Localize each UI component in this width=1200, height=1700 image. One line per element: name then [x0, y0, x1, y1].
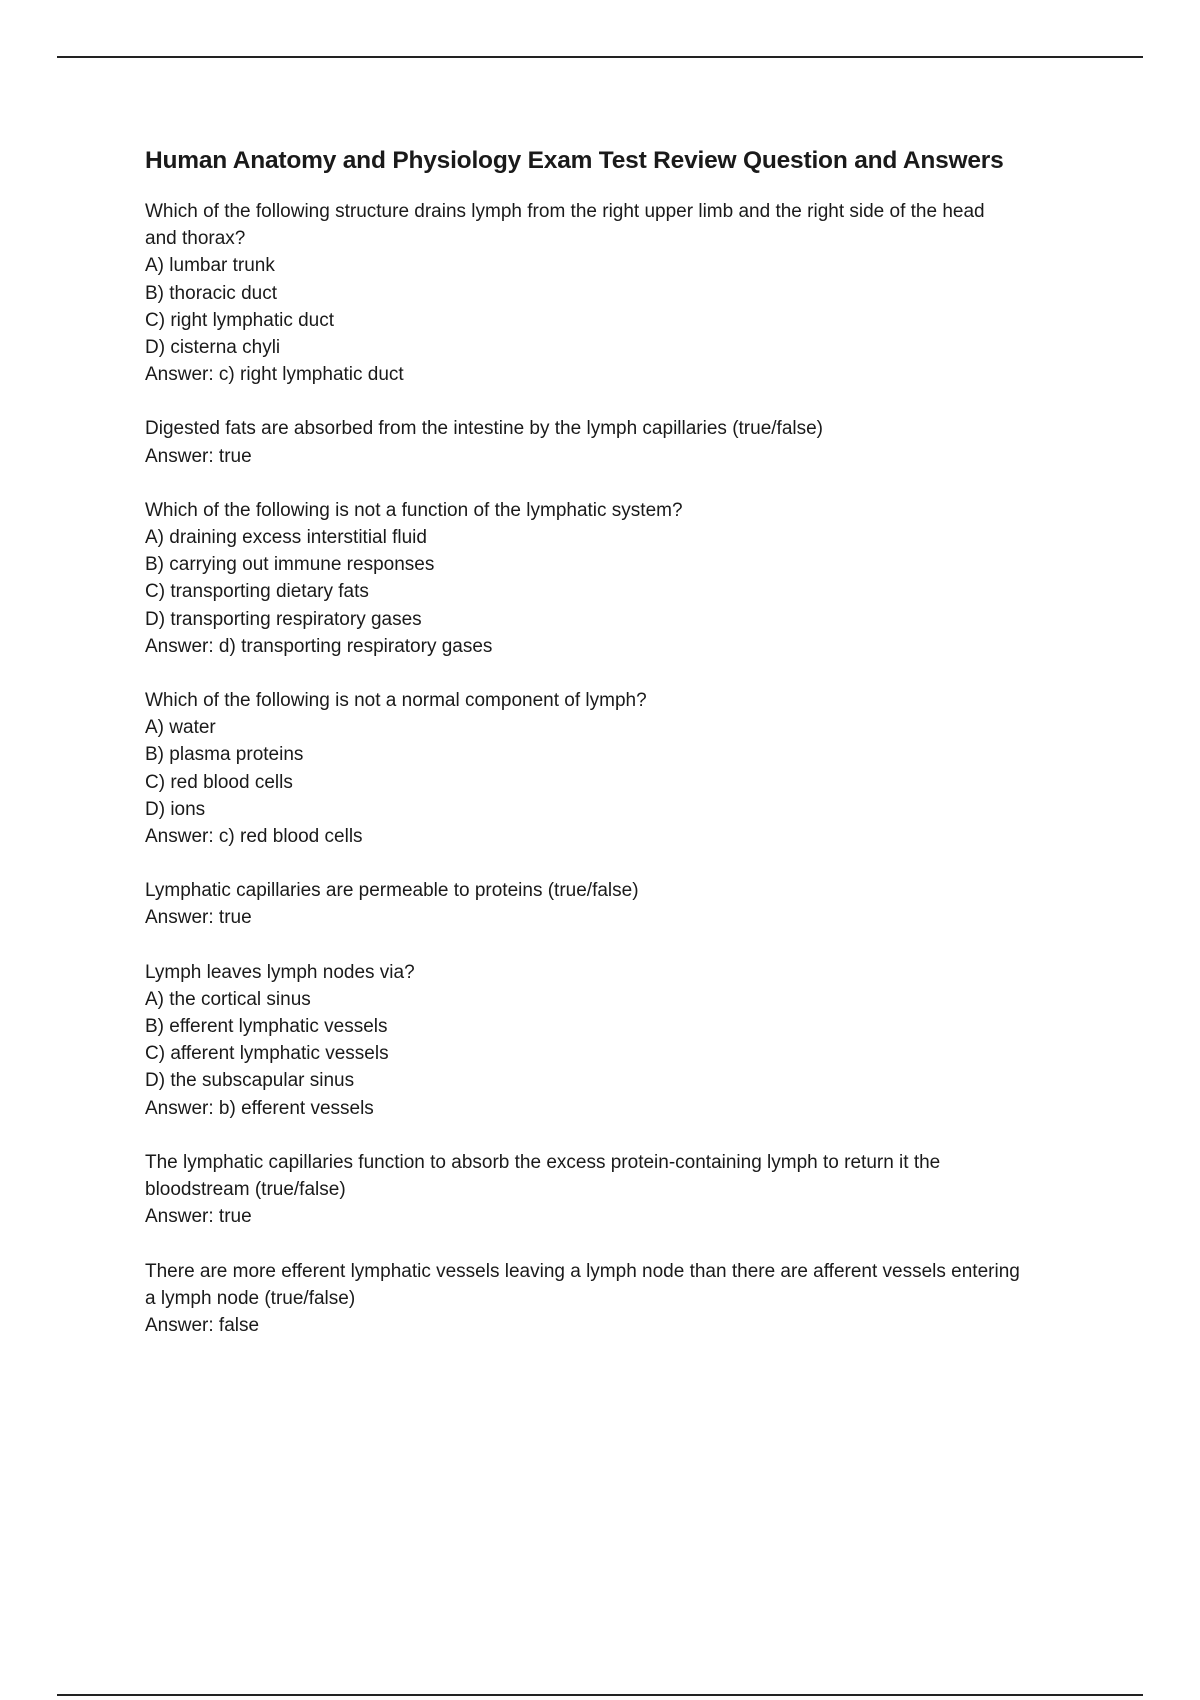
question-block: [145, 1149, 1090, 1231]
question-block: [145, 959, 1090, 1122]
answer-option: D) the subscapular sinus: [145, 1070, 355, 1092]
answer-text: Answer: false: [145, 1314, 260, 1336]
question-text: Lymph leaves lymph nodes via?: [145, 961, 415, 983]
question-text: Which of the following is not a function of the lymphatic system?: [145, 499, 683, 521]
question-block: [145, 198, 1090, 388]
answer-option: C) red blood cells: [145, 771, 293, 793]
answer-text: Answer: true: [145, 445, 252, 467]
question-block: [145, 497, 1090, 660]
answer-option: D) ions: [145, 798, 206, 820]
answer-option: B) efferent lymphatic vessels: [145, 1016, 388, 1038]
answer-text: Answer: c) red blood cells: [145, 826, 363, 848]
answer-option: D) transporting respiratory gases: [145, 608, 422, 630]
answer-option: B) thoracic duct: [145, 282, 277, 304]
question-block: [145, 415, 1090, 469]
answer-option: B) plasma proteins: [145, 744, 304, 766]
answer-option: B) carrying out immune responses: [145, 554, 435, 576]
answer-text: Answer: c) right lymphatic duct: [145, 364, 404, 386]
question-text: a lymph node (true/false): [145, 1287, 356, 1309]
answer-option: A) draining excess interstitial fluid: [145, 527, 427, 549]
answer-option: A) water: [145, 717, 216, 739]
answer-text: Answer: true: [145, 1206, 252, 1228]
question-block: [145, 687, 1090, 850]
question-text: There are more efferent lymphatic vessels leaving a lymph node than there are afferent vessels entering: [145, 1260, 1020, 1282]
answer-option: C) afferent lymphatic vessels: [145, 1043, 389, 1065]
answer-option: C) right lymphatic duct: [145, 309, 335, 331]
question-text: The lymphatic capillaries function to absorb the excess protein-containing lymph to return it the: [145, 1151, 941, 1173]
question-text: Lymphatic capillaries are permeable to proteins (true/false): [145, 880, 639, 902]
document-body: [145, 144, 1090, 1366]
question-text: Which of the following is not a normal component of lymph?: [145, 690, 647, 712]
answer-option: D) cisterna chyli: [145, 337, 281, 359]
answer-text: Answer: true: [145, 907, 252, 929]
question-text: Digested fats are absorbed from the intestine by the lymph capillaries (true/false): [145, 418, 823, 440]
question-block: [145, 877, 1090, 931]
question-block: [145, 1258, 1090, 1340]
answer-text: Answer: d) transporting respiratory gases: [145, 635, 493, 657]
document-title: Human Anatomy and Physiology Exam Test Review Question and Answers: [145, 147, 1004, 174]
answer-option: C) transporting dietary fats: [145, 581, 369, 603]
answer-option: A) lumbar trunk: [145, 255, 275, 277]
answer-option: A) the cortical sinus: [145, 988, 311, 1010]
question-text: bloodstream (true/false): [145, 1179, 346, 1201]
question-text: Which of the following structure drains lymph from the right upper limb and the right side of the head: [145, 201, 985, 222]
question-text: and thorax?: [145, 228, 246, 250]
header-rule: [57, 56, 1143, 58]
question-list: [145, 198, 1090, 1339]
answer-text: Answer: b) efferent vessels: [145, 1097, 374, 1119]
footer-rule: [57, 1694, 1143, 1696]
